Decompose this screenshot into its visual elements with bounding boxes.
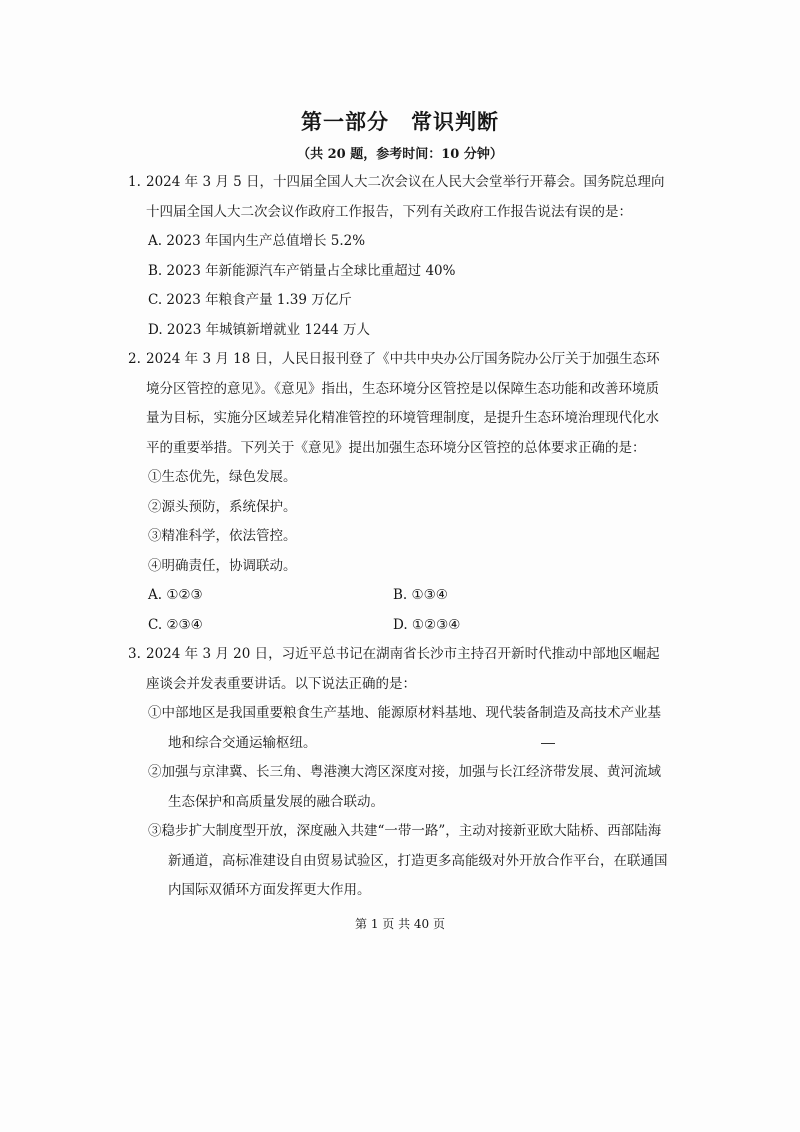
option-c: C. 2023 年粮食产量 1.39 万亿斤 — [148, 292, 352, 308]
question-number: 2. — [128, 351, 141, 367]
statement-2: ②源头预防，系统保护。 — [148, 498, 297, 515]
option-grid — [128, 581, 668, 640]
statement-1: ①中部地区是我国重要粮食生产基地、能源原材料基地、现代装备制造及高技术产业基地和综合交通运输枢纽。 — [148, 705, 661, 751]
option-d: D. ①②③④ — [393, 616, 461, 633]
statement-2: ②加强与京津冀、长三角、粤港澳大湾区深度对接，加强与长江经济带发展、黄河流域生态保护和高质量发展的融合联动。 — [148, 764, 661, 810]
question-stem — [128, 168, 668, 227]
title-part: 第一部分 — [301, 110, 389, 134]
title-section: 常识判断 — [411, 110, 499, 134]
statement-3: ③精准科学，依法管控。 — [148, 528, 297, 544]
statement-1: ①生态优先，绿色发展。 — [148, 469, 297, 485]
page-footer: 第 1 页 共 40 页 — [355, 917, 445, 931]
question-text: 2024 年 3 月 5 日，十四届全国人大二次会议在人民大会堂举行开幕会。国务院总理向十四届全国人大二次会议作政府工作报告，下列有关政府工作报告说法有误的是： — [146, 174, 665, 220]
statement-3: ③稳步扩大制度型开放，深度融入共建“一带一路”，主动对接新亚欧大陆桥、西部陆海新通道，高标准建设自由贸易试验区，打造更多高能级对外开放合作平台，在联通国内国际双循环方面发挥更大作用。 — [148, 823, 668, 898]
option-a: A. 2023 年国内生产总值增长 5.2% — [148, 233, 366, 249]
question-text: 2024 年 3 月 20 日，习近平总书记在湖南省长沙市主持召开新时代推动中部地区崛起座谈会并发表重要讲话。以下说法正确的是： — [146, 646, 660, 692]
section-title — [0, 106, 800, 136]
question-number: 3. — [128, 646, 141, 662]
stray-mark — [541, 743, 555, 744]
question-list — [128, 168, 668, 906]
option-a: A. ①②③ — [148, 587, 203, 603]
option-d: D. 2023 年城镇新增就业 1244 万人 — [148, 321, 371, 338]
statement-4: ④明确责任，协调联动。 — [148, 557, 297, 574]
question-1 — [128, 168, 668, 345]
question-number: 1. — [128, 174, 141, 190]
question-stem — [128, 345, 668, 463]
section-subtitle: （共 20 题，参考时间：10 分钟） — [297, 147, 503, 162]
question-stem — [128, 640, 668, 699]
option-b: B. 2023 年新能源汽车产销量占全球比重超过 40% — [148, 262, 456, 279]
question-text: 2024 年 3 月 18 日，人民日报刊登了《中共中央办公厅国务院办公厅关于加强生态环境分区管控的意见》。《意见》指出，生态环境分区管控是以保障生态功能和改善环境质量为目标，实施分区域差异化精准管控的环境管理制度，是提升生态环境治理现代化水平的重要举措。下列关于《意见》提出加强生态环境分区管控的总体要求正确的是： — [146, 351, 660, 456]
option-c: C. ②③④ — [148, 616, 203, 633]
question-2 — [128, 345, 668, 640]
question-3 — [128, 640, 668, 906]
option-b: B. ①③④ — [393, 587, 448, 603]
